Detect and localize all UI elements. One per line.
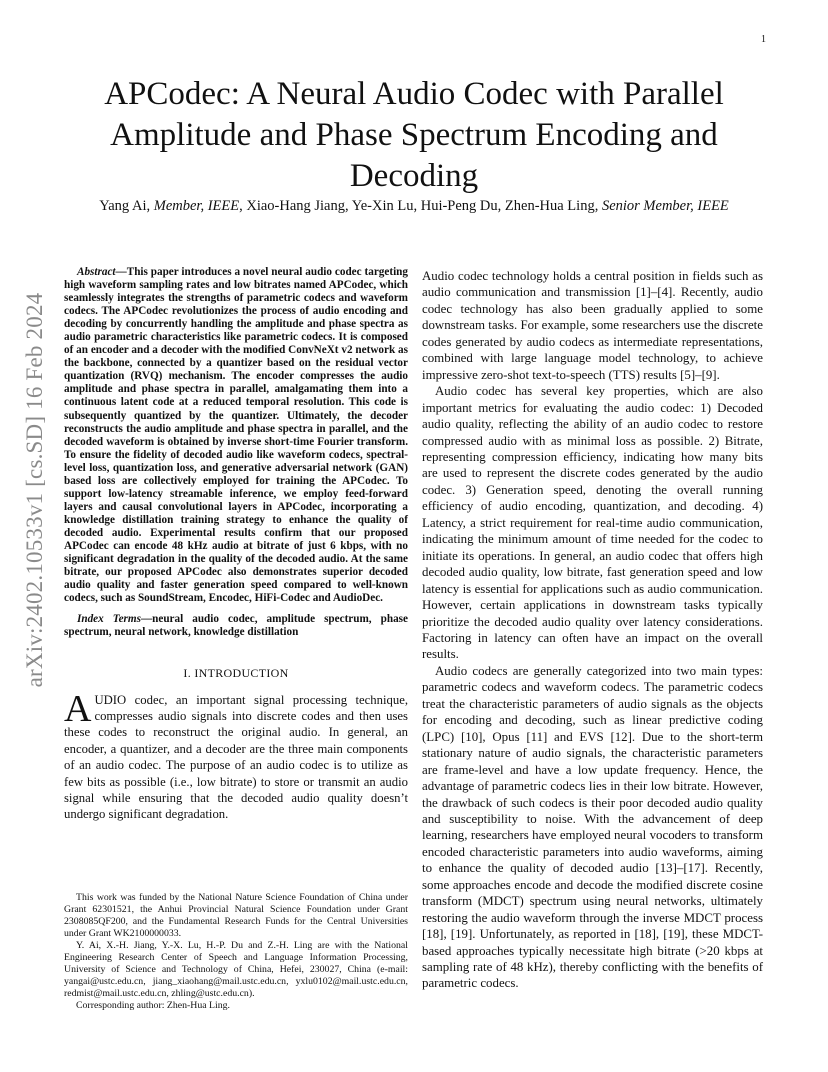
authors-part-2: , Xiao-Hang Jiang, Ye-Xin Lu, Hui-Peng Du, Zhen-Hua Ling, <box>239 198 602 214</box>
paragraph-2: Audio codec has several key properties, which are also important metrics for evaluating the audio codec: 1) Decoded audio quality, reflecting the ability of an audio codec to restore compressed audio with as minimal loss as possible. 2) Bitrate, representing compression efficiency, indicating how many bits are used to represent the discrete codes generated by the audio codec. 3) Generation speed, denoting the overall running efficiency of audio encoding, quantization, and decoding. 4) Latency, a strict requirement for real-time audio communication, indicating the minimum amount of time needed for the codec to initiate its operations. In general, an audio codec that offers high decoded audio quality, low bitrate, fast generation speed and low latency is essential for applications such as audio communication. However, certain applications in downstream tasks typically prioritize the decoded audio quality over latency considerations. Factoring in latency can often have an impact on the overall results. <box>422 384 763 662</box>
section-heading-introduction <box>64 665 408 681</box>
arxiv-side-stamp <box>10 290 60 690</box>
abstract-label: Abstract <box>77 266 116 278</box>
arxiv-identifier[interactable]: arXiv:2402.10533v1 [cs.SD] 16 Feb 2024 <box>22 292 47 688</box>
intro-paragraph <box>64 687 408 823</box>
section-number: I. <box>183 666 195 681</box>
authors-part-1: Yang Ai, <box>99 198 154 214</box>
index-terms-text: —neural audio codec, amplitude spectrum, phase spectrum, neural network, knowledge distillation <box>64 613 408 639</box>
footnotes <box>64 892 408 1012</box>
paragraph-1: Audio codec technology holds a central position in fields such as audio communication and transmission [1]–[4]. Recently, audio codec technology has also been gradually applied to some downstream tasks. For example, some researchers use the discrete codes generated by audio codecs as intermediate representations, combined with large language model technology, to achieve impressive zero-shot text-to-speech (TTS) results [5]–[9]. <box>422 269 763 382</box>
abstract <box>64 266 408 605</box>
right-column <box>422 268 763 992</box>
footnote-funding: This work was funded by the National Nature Science Foundation of China under Grant 62301521, the Anhui Provincial Natural Science Foundation under Grant 2308085QF200, and the Fundamental Research Funds for the Central Universities under Grant WK2100000033. <box>64 892 408 939</box>
author-list <box>60 198 768 215</box>
paragraph-3: Audio codecs are generally categorized into two main types: parametric codecs and waveform codecs. The parametric codecs treat the characteristic parameters of audio signals as the objects for encoding and decoding, such as linear predictive coding (LPC) [10], Opus [11] and EVS [12]. Due to the short-term stationary nature of audio signals, the characteristic parameters are frame-level and have a low update frequency. Hence, the advantage of parametric codecs lies in their low bitrate. However, the drawback of such codecs is their poor decoded audio quality and susceptibility to noise. With the advancement of deep learning, researchers have employed neural vocoders to transform encoded characteristic parameters into audio waveforms, aiming to enhance the quality of decoded audio [13]–[17]. Recently, some approaches encode and decode the modified discrete cosine transform (MDCT) spectrum using neural networks, ultimately restoring the audio waveform through the inverse MDCT process [18], [19]. Unfortunately, as reported in [18], [19], these MDCT-based approaches typically necessitate high bitrate (>20 kbps at sampling rate of 48 kHz), thereby conflicting with the benefits of parametric codecs. <box>422 663 763 991</box>
left-column <box>64 266 408 823</box>
section-first-letter: I <box>194 666 199 681</box>
paper-title: APCodec: A Neural Audio Codec with Parallel Amplitude and Phase Spectrum Encoding and Decoding <box>104 76 724 194</box>
author-role-1: Member, IEEE <box>153 198 240 214</box>
abstract-text: —This paper introduces a novel neural audio codec targeting high waveform sampling rates and low bitrates named APCodec, which seamlessly integrates the strengths of parametric codecs and waveform codecs. The APCodec revolutionizes the process of audio encoding and decoding by concurrently handling the amplitude and phase spectra as audio parametric characteristics like parametric codecs. It is composed of an encoder and a decoder with the modified ConvNeXt v2 network as the backbone, connected by a quantizer based on the residual vector quantization (RVQ) mechanism. The encoder compresses the audio amplitude and phase spectra in parallel, amalgamating them into a continuous latent code at a reduced temporal resolution. This code is subsequently quantized by the quantizer. Ultimately, the decoder reconstructs the audio amplitude and phase spectra in parallel, and the decoded waveform is obtained by inverse short-time Fourier transform. To ensure the fidelity of decoded audio like waveform codecs, spectral-level loss, quantization loss, and generative adversarial network (GAN) based loss are collectively employed for training the APCodec. To support low-latency streamable inference, we employ feed-forward layers and causal convolutional layers in APCodec, incorporating a knowledge distillation training strategy to enhance the quality of decoded audio. Experimental results confirm that our proposed APCodec can encode 48 kHz audio at bitrate of just 6 kbps, with no significant degradation in the quality of the decoded audio. At the same bitrate, our proposed APCodec also demonstrates superior decoded audio quality and faster generation speed compared to well-known codecs, such as SoundStream, Encodec, HiFi-Codec and AudioDec. <box>64 266 408 605</box>
footnote-corresponding-author: Corresponding author: Zhen-Hua Ling. <box>76 999 230 1011</box>
section-title-rest: NTRODUCTION <box>198 666 289 681</box>
footnote-affiliation: Y. Ai, X.-H. Jiang, Y.-X. Lu, H.-P. Du and Z.-H. Ling are with the National Engineering Research Center of Speech and Language Information Processing, University of Science and Technology of China, Hefei, 230027, China (e-mail: yangai@ustc.edu.cn, jiang_xiaohang@mail.ustc.edu.cn, yxlu0102@mail.ustc.edu.cn, redmist@mail.ustc.edu.cn, zhling@ustc.edu.cn). <box>64 939 408 999</box>
intro-caps: UDIO <box>94 692 127 707</box>
page-number: 1 <box>761 34 766 45</box>
intro-text: codec, an important signal processing technique, compresses audio signals into discrete codes and then uses these codes to reconstruct the original audio. In general, an encoder, a quantizer, and a decoder are the three main components of an audio codec. The purpose of an audio codec is to utilize as few bits as possible (i.e., low bitrate) to store or transmit an audio signal while ensuring that the decoded audio quality doesn’t undergo significant degradation. <box>64 692 408 822</box>
author-role-2: Senior Member, IEEE <box>601 198 729 214</box>
index-terms-label: Index Terms <box>77 613 141 626</box>
drop-cap: A <box>64 687 92 730</box>
index-terms <box>64 613 408 639</box>
